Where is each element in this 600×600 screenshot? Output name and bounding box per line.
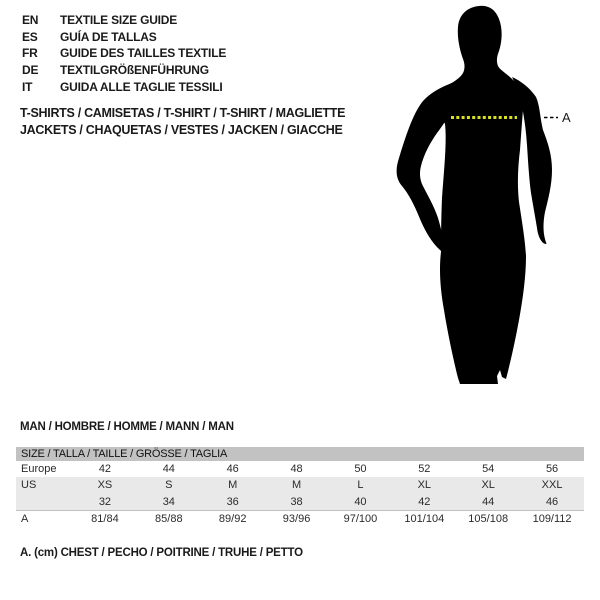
category-line-jackets: JACKETS / CHAQUETAS / VESTES / JACKEN / GIACCHE [20,123,343,137]
language-code: IT [22,79,33,94]
language-code: EN [22,13,39,27]
size-value: M [291,479,302,492]
size-value: 42 [98,463,112,475]
table-row [16,510,584,527]
size-value: 105/108 [468,512,509,525]
size-table-header: SIZE / TALLA / TAILLE / GRÖSSE / TAGLIA [16,447,584,461]
size-value: 40 [354,495,367,508]
measure-label-a: A [562,110,571,125]
size-value: 34 [162,495,175,508]
language-label: GUIDE DES TAILLES TEXTILE [60,46,227,61]
size-value: 46 [545,495,559,508]
size-value: 44 [482,495,495,508]
size-value: 38 [290,495,303,508]
size-value: 48 [290,463,303,475]
language-code: DE [22,63,39,78]
man-silhouette [390,0,595,395]
size-value: 85/88 [155,512,183,525]
language-label: TEXTILGRÖßENFÜHRUNG [60,63,209,78]
row-label [16,494,73,510]
size-value: S [165,479,173,492]
language-label: TEXTILE SIZE GUIDE [60,13,178,27]
row-label: US [21,479,37,492]
language-row [22,29,226,46]
size-value: 54 [482,463,495,475]
table-row [16,461,584,477]
size-value: 97/100 [343,512,378,525]
size-value: XXL [541,479,563,492]
size-value: 46 [226,463,239,475]
size-value: L [357,479,364,492]
size-value: 56 [545,463,559,475]
row-label: A [21,512,29,525]
size-value: 36 [226,495,239,508]
size-value: XL [481,479,495,492]
size-value: 89/92 [218,512,247,525]
language-row [22,45,226,62]
size-value: 81/84 [91,512,119,525]
section-title-man: MAN / HOMBRE / HOMME / MANN / MAN [20,421,234,433]
language-list [22,12,226,95]
language-row [22,79,226,96]
language-code: FR [22,46,38,61]
row-label: Europe [21,463,57,475]
size-value: XS [97,479,113,492]
category-line-tshirts: T-SHIRTS / CAMISETAS / T-SHIRT / T-SHIRT / MAGLIETTE [20,106,346,120]
language-code: ES [22,29,38,44]
language-row [22,62,226,79]
language-label: GUIDA ALLE TAGLIE TESSILI [60,79,223,94]
size-value: 32 [98,495,112,508]
size-value: 52 [418,463,431,475]
size-table [16,447,584,527]
table-row [16,477,584,493]
size-value: 109/112 [532,512,572,525]
size-value: 101/104 [404,512,445,525]
size-value: 42 [418,495,431,508]
size-value: 50 [354,463,367,475]
size-value: 44 [162,463,175,475]
size-value: XL [417,479,432,492]
chest-footnote: A. (cm) CHEST / PECHO / POITRINE / TRUHE / PETTO [20,547,303,559]
category-lines [20,105,345,139]
size-value: 93/96 [282,512,311,525]
size-value: M [228,479,238,492]
body-shape [427,6,526,384]
language-label: GUÍA DE TALLAS [60,29,157,44]
language-row [22,12,226,29]
table-row [16,494,584,510]
size-table-rows [16,461,584,527]
